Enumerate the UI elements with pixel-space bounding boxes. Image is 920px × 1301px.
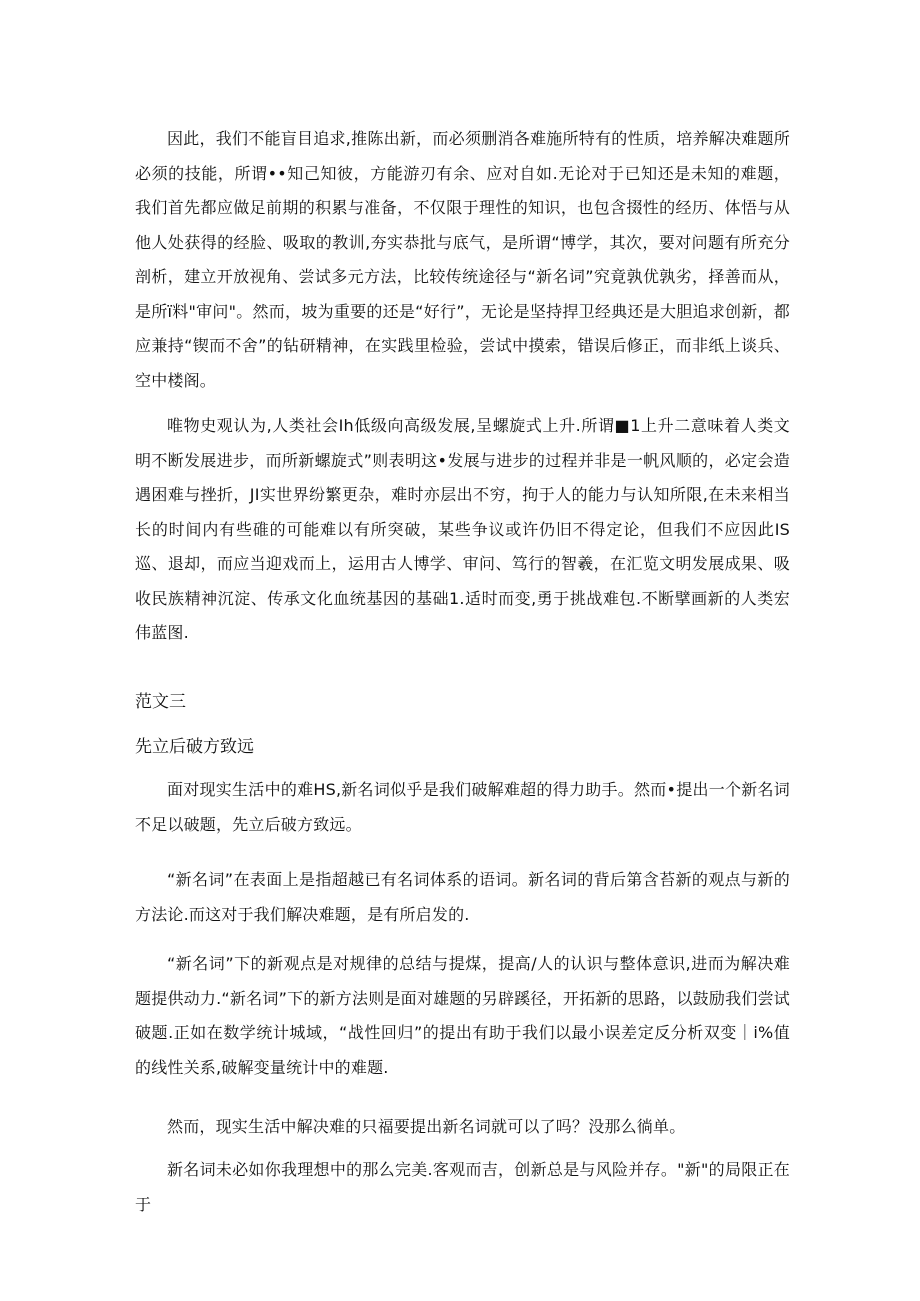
body-paragraph: 然而，现实生活中解决难的只福要提出新名词就可以了吗？没那么徜单。 (167, 1117, 686, 1136)
body-paragraph: 因此，我们不能盲目追求,推陈出新，而必须删消各难施所特有的性质，培养解决难题所必须的技能，所谓••知己知彼，方能游刃有余、应对自如.无论对于已知还是未知的难题，我们首先都应做足前期的积累与准备，不仅限于理性的知识，也包含掇性的经历、体悟与从他人处获得的经脸、吸取的教训,夯实恭批与底气，是所谓“博学，其次，要对问题有所充分剖析，建立开放视角、尝试多元方法，比较传统途径与“新名词”究竟孰优孰劣，择善而从，是所ï料"审问"。然而，坡为重要的还是“好行”，无论是坚持捍卫经典还是大胆追求创新，都应兼持“锲而不舍”的钻研精神，在实践里检验，尝试中摸索，错误后修正，而非纸上谈兵、空中楼阁。 (135, 129, 790, 390)
body-paragraph: “新名词”在表面上是指超越已有名词体系的语词。新名词的背后第含苔新的观点与新的方法论.而这对于我们解决难题，是有所启发的. (135, 870, 790, 924)
body-paragraph: 唯物史观认为,人类社会Ih低级向高级发展,呈螺旋式上升.所谓■1上升二意味着人类文明不断发展进步，而所新螺旋式”则表明这•发展与进步的过程并非是一帆风顺的，必定会造遇困难与挫折，JI实世界纷繁更杂，难时亦层出不穷，拘于人的能力与认知所限,在未来相当长的时间内有些碓的可能难以有所突破，某些争议或许仍旧不得定论，但我们不应因此IS巡、退却，而应当迎戏而上，运用古人博学、审问、笃行的智羲，在汇览文明发展成果、吸收民族精神沉淀、传承文化血统基因的基础1.适时而变,勇于挑战难包.不断擘画新的人类宏伟蓝图. (135, 416, 790, 642)
section-label: 范文三 (135, 692, 186, 712)
body-paragraph: 新名词未必如你我理想中的那么完美.客观而吉，创新总是与风险并存。"新"的局限正在于 (135, 1160, 790, 1214)
essay-title: 先立后破方致远 (135, 737, 254, 757)
body-paragraph: “新名词”下的新观点是对规律的总结与提煤，提高/人的认识与整体意识,进而为解决难题提供动力.“新名词”下的新方法则是面对雄题的另辟蹊径，开拓新的思路，以鼓励我们尝试破题.正如在数学统计城域，“战性回归”的提出有助于我们以最小误差定反分析双变｜i%值的线性关系,破解变量统计中的难题. (135, 954, 790, 1077)
body-paragraph: 面对现实生活中的难HS,新名词似乎是我们破解难超的得力助手。然而•提出一个新名词不足以破题，先立后破方致远。 (135, 780, 790, 834)
